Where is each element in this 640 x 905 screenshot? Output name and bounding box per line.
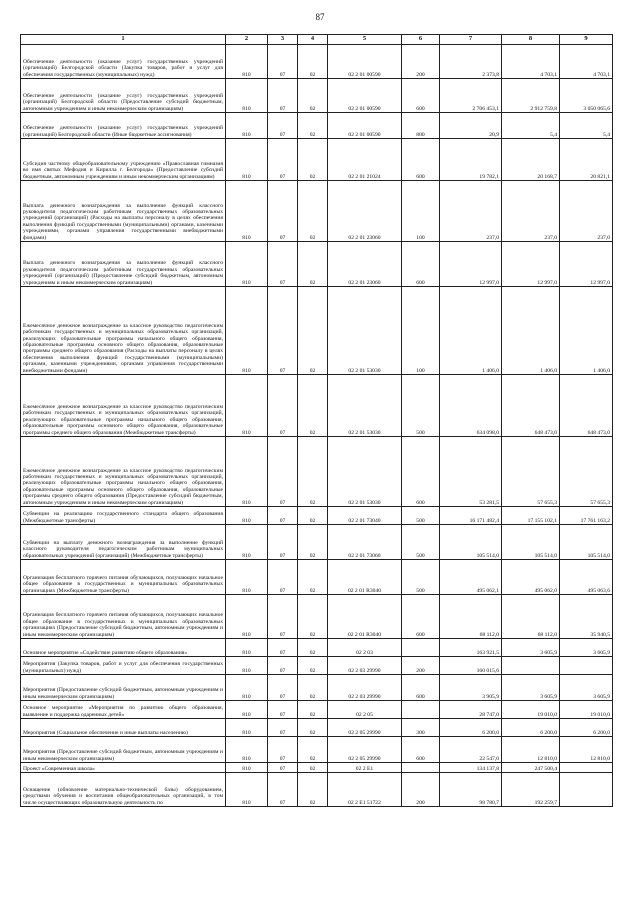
cell-c4: 02 (298, 79, 328, 113)
cell-c2: 810 (226, 287, 268, 375)
cell-c4: 02 (298, 181, 328, 242)
cell-c3: 07 (268, 139, 298, 181)
cell-c6: 600 (402, 675, 440, 701)
cell-c4: 02 (298, 113, 328, 139)
table-row (21, 139, 613, 181)
cell-c5: 02 2 01 53030 (328, 437, 402, 507)
expense-name: Мероприятия (Закупка товаров, работ и услуг для обеспечения государственных (муниципальных) нужд) (21, 657, 226, 675)
cell-c5: 02 2 03 29990 (328, 675, 402, 701)
cell-c3: 07 (268, 242, 298, 287)
expense-name: Субвенции на реализацию государственного стандарта общего образования (Межбюджетные трансферты) (21, 507, 226, 525)
cell-c2: 810 (226, 525, 268, 560)
cell-c8: 4 703,1 (502, 45, 560, 79)
cell-c6: 500 (402, 560, 440, 595)
cell-c7: 53 281,5 (440, 437, 502, 507)
cell-c8: 12 810,0 (502, 737, 560, 763)
cell-c2: 810 (226, 737, 268, 763)
cell-c5: 02 2 01 00590 (328, 79, 402, 113)
cell-c2: 810 (226, 437, 268, 507)
cell-c2: 810 (226, 45, 268, 79)
cell-c7: 68 112,0 (440, 595, 502, 639)
cell-c8: 20 168,7 (502, 139, 560, 181)
column-header: 5 (328, 35, 402, 45)
cell-c4: 02 (298, 525, 328, 560)
cell-c5: 02 2 01 21024 (328, 139, 402, 181)
cell-c5: 02 2 03 29990 (328, 657, 402, 675)
cell-c2: 810 (226, 763, 268, 773)
cell-c3: 07 (268, 773, 298, 807)
cell-c7: 105 514,0 (440, 525, 502, 560)
cell-c2: 810 (226, 507, 268, 525)
table-row (21, 181, 613, 242)
cell-c3: 07 (268, 507, 298, 525)
cell-c9: 4 703,1 (560, 45, 613, 79)
cell-c2: 810 (226, 242, 268, 287)
cell-c9: 237,0 (560, 181, 613, 242)
cell-c8: 1 406,0 (502, 287, 560, 375)
expense-name: Организация бесплатного горячего питания обучающихся, получающих начальное общее образование в государственных и муниципальных образовательных организациях (Предоставление субсидий бюджетным, автономным учреждениям и иным некоммерческим организациям) (21, 595, 226, 639)
expense-name: Субсидия частному общеобразовательному учреждению «Православная гимназия во имя святых Мефодия и Кирилла г. Белгорода» (Предоставление субсидий бюджетным, автономным учреждениям и иным некоммерческим организациям) (21, 139, 226, 181)
cell-c6: 100 (402, 181, 440, 242)
cell-c4: 02 (298, 773, 328, 807)
table-row (21, 701, 613, 719)
table-body (21, 45, 613, 807)
cell-c7: 6 200,0 (440, 719, 502, 737)
table-row (21, 657, 613, 675)
cell-c7: 16 171 482,4 (440, 507, 502, 525)
cell-c9: 17 761 163,2 (560, 507, 613, 525)
cell-c9: 495 063,6 (560, 560, 613, 595)
cell-c8: 648 473,0 (502, 375, 560, 437)
cell-c5: 02 2 05 (328, 701, 402, 719)
cell-c3: 07 (268, 763, 298, 773)
cell-c4: 02 (298, 719, 328, 737)
cell-c6: 600 (402, 595, 440, 639)
table-row (21, 773, 613, 807)
cell-c9: 3 605,9 (560, 675, 613, 701)
column-header: 7 (440, 35, 502, 45)
cell-c7: 634 098,0 (440, 375, 502, 437)
cell-c5: 02 2 05 29990 (328, 719, 402, 737)
cell-c4: 02 (298, 639, 328, 657)
cell-c2: 810 (226, 181, 268, 242)
cell-c5: 02 2 01 53030 (328, 287, 402, 375)
cell-c8: 5,4 (502, 113, 560, 139)
page-number: 87 (315, 12, 325, 22)
cell-c8: 12 997,0 (502, 242, 560, 287)
table-row (21, 763, 613, 773)
cell-c2: 810 (226, 719, 268, 737)
expense-name: Ежемесячное денежное вознаграждение за классное руководство педагогическим работникам государственных и муниципальных образовательных организаций, реализующих образовательные программы начального общего образования, образовательные программы основного общего образования, образовательные программы среднего общего образования (Предоставление субсидий бюджетным, автономным учреждениям и иным некоммерческим организациям) (21, 437, 226, 507)
cell-c6 (402, 639, 440, 657)
cell-c2: 810 (226, 675, 268, 701)
expense-name: Ежемесячное денежное вознаграждение за классное руководство педагогическим работникам государственных и муниципальных образовательных организаций, реализующих образовательные программы начального общего образования, образовательные программы основного общего образования, образовательные программы среднего общего образования (Межбюджетные трансферты) (21, 375, 226, 437)
table-row (21, 375, 613, 437)
cell-c8: 68 112,0 (502, 595, 560, 639)
cell-c3: 07 (268, 181, 298, 242)
cell-c5: 02 2 E1 51722 (328, 773, 402, 807)
budget-table (20, 34, 613, 807)
expense-name: Мероприятия (Социальное обеспечение и иные выплаты населению) (21, 719, 226, 737)
cell-c6: 500 (402, 375, 440, 437)
cell-c2: 810 (226, 560, 268, 595)
cell-c4: 02 (298, 675, 328, 701)
cell-c9: 3 050 065,6 (560, 79, 613, 113)
table-row (21, 287, 613, 375)
cell-c7: 22 547,0 (440, 737, 502, 763)
expense-name: Оснащение (обновление материально-технической базы) оборудованием, средствами обучения и воспитания общеобразовательных организаций, в том числе осуществляющих образовательную деятельность по (21, 773, 226, 807)
cell-c6: 500 (402, 525, 440, 560)
cell-c5: 02 2 01 73060 (328, 525, 402, 560)
expense-name: Основное мероприятие «Содействие развитию общего образования» (21, 639, 226, 657)
cell-c6: 300 (402, 719, 440, 737)
cell-c2: 810 (226, 139, 268, 181)
cell-c5: 02 2 01 00590 (328, 113, 402, 139)
cell-c6 (402, 763, 440, 773)
cell-c6: 600 (402, 737, 440, 763)
cell-c3: 07 (268, 437, 298, 507)
cell-c7: 237,0 (440, 181, 502, 242)
cell-c3: 07 (268, 639, 298, 657)
cell-c2: 810 (226, 79, 268, 113)
expense-name: Проект «Современная школа» (21, 763, 226, 773)
cell-c7: 12 997,0 (440, 242, 502, 287)
cell-c4: 02 (298, 242, 328, 287)
column-header: 4 (298, 35, 328, 45)
cell-c5: 02 2 01 23060 (328, 242, 402, 287)
cell-c6: 600 (402, 437, 440, 507)
column-header: 8 (502, 35, 560, 45)
cell-c7: 495 062,1 (440, 560, 502, 595)
column-header: 9 (560, 35, 613, 45)
cell-c7: 98 780,7 (440, 773, 502, 807)
expense-name: Субвенции на выплату денежного вознаграждения за выполнение функций классного руководителя педагогическим работникам муниципальных образовательных учреждений (организаций) (Межбюджетные трансферты) (21, 525, 226, 560)
cell-c8: 19 010,0 (502, 701, 560, 719)
cell-c6: 500 (402, 507, 440, 525)
column-header: 3 (268, 35, 298, 45)
cell-c8: 237,0 (502, 181, 560, 242)
cell-c2: 810 (226, 639, 268, 657)
cell-c6: 200 (402, 45, 440, 79)
expense-name: Основное мероприятие «Мероприятия по развитию общего образования, выявление и поддержка одаренных детей» (21, 701, 226, 719)
cell-c2: 810 (226, 657, 268, 675)
cell-c7: 20,9 (440, 113, 502, 139)
cell-c8 (502, 657, 560, 675)
cell-c4: 02 (298, 139, 328, 181)
cell-c7: 1 406,0 (440, 287, 502, 375)
cell-c2: 810 (226, 113, 268, 139)
expense-name: Выплата денежного вознаграждения за выполнение функций классного руководителя педагогическим работникам государственных образовательных учреждений (организаций) (Предоставление субсидий бюджетным, автономным учреждениям и иным некоммерческим организациям) (21, 242, 226, 287)
cell-c4: 02 (298, 560, 328, 595)
table-row (21, 737, 613, 763)
cell-c9: 12 810,0 (560, 737, 613, 763)
cell-c9: 1 406,0 (560, 287, 613, 375)
cell-c4: 02 (298, 763, 328, 773)
cell-c5: 02 2 01 53030 (328, 375, 402, 437)
cell-c6: 100 (402, 287, 440, 375)
cell-c9: 3 605,9 (560, 639, 613, 657)
cell-c6: 600 (402, 79, 440, 113)
cell-c3: 07 (268, 595, 298, 639)
cell-c4: 02 (298, 657, 328, 675)
cell-c8: 3 605,9 (502, 639, 560, 657)
expense-name: Мероприятия (Предоставление субсидий бюджетным, автономным учреждениям и иным некоммерческим организациям) (21, 737, 226, 763)
cell-c7: 3 905,9 (440, 675, 502, 701)
table-row (21, 507, 613, 525)
cell-c6: 600 (402, 139, 440, 181)
cell-c9 (560, 773, 613, 807)
cell-c4: 02 (298, 701, 328, 719)
cell-c9: 6 200,0 (560, 719, 613, 737)
cell-c3: 07 (268, 525, 298, 560)
expense-name: Выплата денежного вознаграждения за выполнение функций классного руководителя педагогическим работникам государственных образовательных учреждений (организаций) (Расходы на выплаты персоналу в целях обеспечения выполнения функций государственными (муниципальными) органами, казенными учреждениями, органами управления государственными внебюджетными фондами) (21, 181, 226, 242)
cell-c3: 07 (268, 737, 298, 763)
cell-c4: 02 (298, 437, 328, 507)
table-row (21, 595, 613, 639)
cell-c4: 02 (298, 45, 328, 79)
cell-c9: 57 655,3 (560, 437, 613, 507)
cell-c8: 17 155 102,1 (502, 507, 560, 525)
cell-c6: 200 (402, 657, 440, 675)
cell-c7: 2 706 453,1 (440, 79, 502, 113)
cell-c3: 07 (268, 45, 298, 79)
cell-c6 (402, 701, 440, 719)
cell-c8: 3 605,9 (502, 675, 560, 701)
cell-c3: 07 (268, 375, 298, 437)
cell-c9: 19 010,0 (560, 701, 613, 719)
cell-c5: 02 2 05 29990 (328, 737, 402, 763)
column-header: 6 (402, 35, 440, 45)
cell-c6: 600 (402, 242, 440, 287)
expense-name: Обеспечение деятельности (оказание услуг) государственных учреждений (организаций) Белгородской области (Предоставление субсидий бюджетным, автономным учреждениям и иным некоммерческим организациям) (21, 79, 226, 113)
cell-c4: 02 (298, 507, 328, 525)
cell-c9: 12 997,0 (560, 242, 613, 287)
cell-c2: 810 (226, 595, 268, 639)
cell-c3: 07 (268, 701, 298, 719)
expense-name: Обеспечение деятельности (оказание услуг) государственных учреждений (организаций) Белгородской области (Иные бюджетные ассигнования) (21, 113, 226, 139)
table-row (21, 675, 613, 701)
cell-c7: 160 015,6 (440, 657, 502, 675)
cell-c8: 2 912 759,8 (502, 79, 560, 113)
header-row (21, 35, 613, 45)
cell-c5: 02 2 01 R3040 (328, 560, 402, 595)
cell-c8: 247 500,4 (502, 763, 560, 773)
table-row (21, 79, 613, 113)
cell-c2: 810 (226, 375, 268, 437)
cell-c3: 07 (268, 113, 298, 139)
cell-c5: 02 2 01 73040 (328, 507, 402, 525)
cell-c4: 02 (298, 287, 328, 375)
cell-c8: 57 655,3 (502, 437, 560, 507)
cell-c9 (560, 657, 613, 675)
cell-c5: 02 2 03 (328, 639, 402, 657)
cell-c3: 07 (268, 560, 298, 595)
cell-c4: 02 (298, 375, 328, 437)
cell-c3: 07 (268, 719, 298, 737)
expense-name: Мероприятия (Предоставление субсидий бюджетным, автономным учреждениям и иным некоммерческим организациям) (21, 675, 226, 701)
table-row (21, 639, 613, 657)
cell-c5: 02 2 E1 (328, 763, 402, 773)
cell-c9 (560, 763, 613, 773)
cell-c3: 07 (268, 675, 298, 701)
expense-name: Обеспечение деятельности (оказание услуг) государственных учреждений (организаций) Белгородской области (Закупка товаров, работ и услуг для обеспечения государственных (муниципальных) нужд) (21, 45, 226, 79)
cell-c9: 35 940,5 (560, 595, 613, 639)
cell-c9: 648 473,0 (560, 375, 613, 437)
cell-c4: 02 (298, 595, 328, 639)
table-row (21, 525, 613, 560)
cell-c7: 134 137,8 (440, 763, 502, 773)
cell-c5: 02 2 01 23060 (328, 181, 402, 242)
cell-c7: 2 373,8 (440, 45, 502, 79)
cell-c8: 192 259,7 (502, 773, 560, 807)
cell-c3: 07 (268, 287, 298, 375)
cell-c2: 810 (226, 701, 268, 719)
cell-c7: 28 747,0 (440, 701, 502, 719)
table-row (21, 113, 613, 139)
cell-c8: 105 514,0 (502, 525, 560, 560)
cell-c8: 495 062,0 (502, 560, 560, 595)
cell-c9: 20 821,1 (560, 139, 613, 181)
cell-c3: 07 (268, 657, 298, 675)
table-row (21, 560, 613, 595)
cell-c4: 02 (298, 737, 328, 763)
cell-c8: 6 200,0 (502, 719, 560, 737)
cell-c6: 800 (402, 113, 440, 139)
table-row (21, 719, 613, 737)
cell-c5: 02 2 01 00590 (328, 45, 402, 79)
cell-c3: 07 (268, 79, 298, 113)
cell-c7: 163 921,5 (440, 639, 502, 657)
table-row (21, 242, 613, 287)
cell-c7: 19 782,1 (440, 139, 502, 181)
column-header: 1 (21, 35, 226, 45)
cell-c9: 5,4 (560, 113, 613, 139)
cell-c5: 02 2 01 R3040 (328, 595, 402, 639)
cell-c2: 810 (226, 773, 268, 807)
expense-name: Организация бесплатного горячего питания обучающихся, получающих начальное общее образование в государственных и муниципальных образовательных организациях (Межбюджетные трансферты) (21, 560, 226, 595)
table-row (21, 437, 613, 507)
cell-c9: 105 514,0 (560, 525, 613, 560)
expense-name: Ежемесячное денежное вознаграждение за классное руководство педагогическим работникам государственных и муниципальных образовательных организаций, реализующих образовательные программы начального общего образования, образовательные программы основного общего образования, образовательные программы среднего общего образования (Расходы на выплаты персоналу в целях обеспечения выполнения функций государственными (муниципальными) органами, казенными учреждениями, органами управления государственными внебюджетными фондами) (21, 287, 226, 375)
column-header: 2 (226, 35, 268, 45)
cell-c6: 200 (402, 773, 440, 807)
table-row (21, 45, 613, 79)
